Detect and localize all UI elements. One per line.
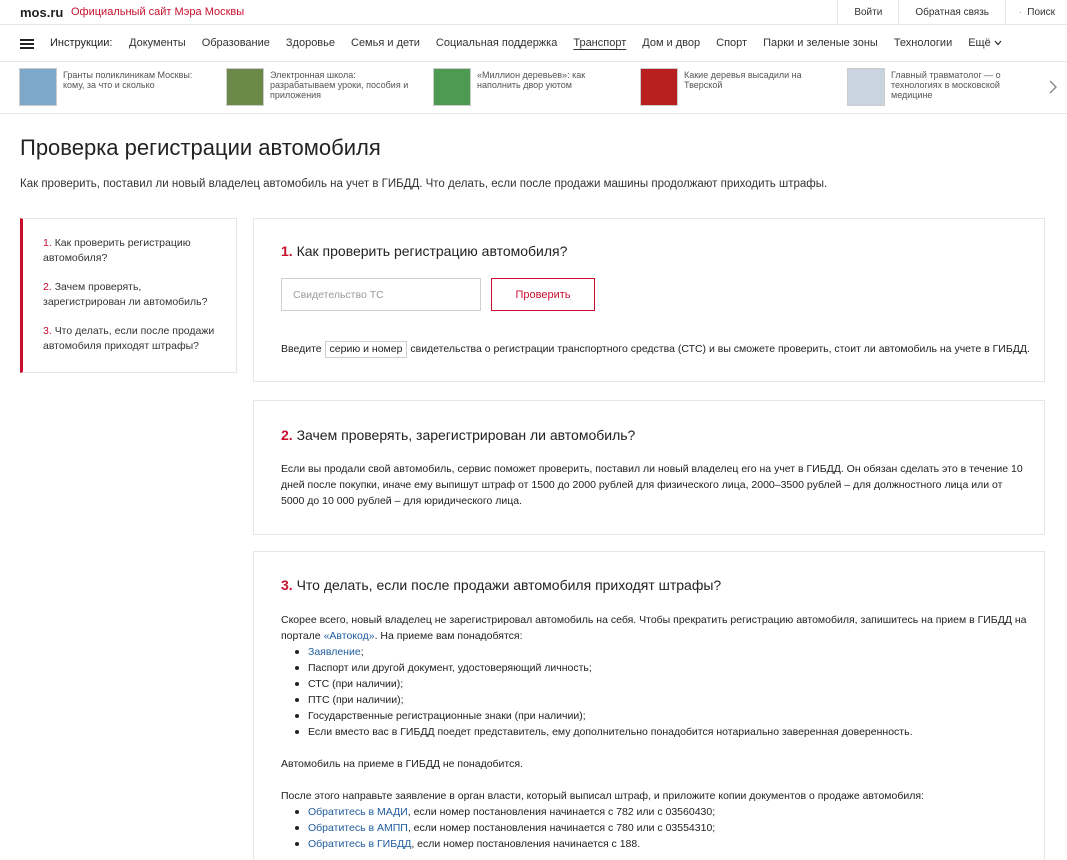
- list-item: Обратитесь в МАДИ, если номер постановления начинается с 782 или с 03560430;: [281, 804, 1033, 820]
- news-strip: [0, 62, 1067, 114]
- documents-list: [281, 644, 1033, 740]
- section-1-title: 1. Как проверить регистрацию автомобиля?: [281, 243, 568, 259]
- main-nav: [0, 26, 1067, 62]
- list-item: Обратитесь в АМПП, если номер постановления начинается с 780 или с 03554310;: [281, 820, 1033, 836]
- nav-item[interactable]: Образование: [201, 37, 270, 49]
- news-thumbnail: [19, 68, 57, 106]
- page-title: Проверка регистрации автомобиля: [20, 135, 381, 160]
- table-of-contents: [20, 218, 237, 373]
- autokod-link[interactable]: «Автокод»: [323, 630, 375, 642]
- series-number-tooltip[interactable]: серию и номер: [325, 341, 408, 358]
- news-item[interactable]: [226, 68, 420, 106]
- list-item: Обратитесь в ГИБДД, если номер постановления начинается с 188.: [281, 836, 1033, 852]
- list-item: Паспорт или другой документ, удостоверяющий личность;: [281, 660, 1033, 676]
- page-lead: Как проверить, поставил ли новый владелец автомобиль на учет в ГИБДД. Что делать, если после продажи машины продолжают приходить штрафы.: [20, 178, 828, 190]
- check-button[interactable]: Проверить: [491, 278, 595, 311]
- news-thumbnail: [847, 68, 885, 106]
- section-3-title: 3. Что делать, если после продажи автомобиля приходят штрафы?: [281, 577, 722, 593]
- nav-item[interactable]: Социальная поддержка: [435, 37, 558, 49]
- section-check-registration: [253, 218, 1045, 382]
- section-3-body: [281, 612, 1033, 852]
- toc-item[interactable]: 1. Как проверить регистрацию автомобиля?: [43, 237, 191, 264]
- search-label: Поиск: [1027, 7, 1055, 18]
- nav-item[interactable]: Спорт: [716, 37, 748, 49]
- nav-more-button[interactable]: [968, 37, 1002, 49]
- list-item: СТС (при наличии);: [281, 676, 1033, 692]
- news-thumbnail: [640, 68, 678, 106]
- no-car-needed: Автомобиль на приеме в ГИБДД не понадобится.: [281, 758, 523, 770]
- news-item[interactable]: [19, 68, 213, 106]
- search-button[interactable]: [1005, 0, 1067, 25]
- news-item[interactable]: [433, 68, 627, 106]
- nav-items: [129, 37, 1018, 49]
- news-thumbnail: [226, 68, 264, 106]
- site-logo[interactable]: mos.ru: [20, 5, 64, 20]
- section-1-hint: Введите серию и номер свидетельства о регистрации транспортного средства (СТС) и вы сможете проверить, стоит ли автомобиль на учете в ГИБДД.: [281, 341, 1030, 358]
- authorities-list: [281, 804, 1033, 852]
- news-title: Электронная школа: разрабатываем уроки, пособия и приложения: [270, 70, 409, 100]
- official-site-link[interactable]: Официальный сайт Мэра Москвы: [71, 6, 245, 18]
- send-application: После этого направьте заявление в орган власти, который выписал штраф, и приложите копии документов о продаже автомобиля:: [281, 790, 924, 802]
- list-item: ПТС (при наличии);: [281, 692, 1033, 708]
- section-2-title: 2. Зачем проверять, зарегистрирован ли автомобиль?: [281, 427, 636, 443]
- list-item: Если вместо вас в ГИБДД поедет представитель, ему дополнительно понадобится нотариально заверенная доверенность.: [281, 724, 1033, 740]
- news-title: «Миллион деревьев»: как наполнить двор уютом: [477, 70, 586, 90]
- section-3-paragraph: Скорее всего, новый владелец не зарегистрировал автомобиль на себя. Чтобы прекратить регистрацию автомобиля, запишитесь на прием в ГИБДД на портале «Автокод». На приеме вам понадобятся:: [281, 614, 1027, 642]
- toc-item[interactable]: 2. Зачем проверять, зарегистрирован ли автомобиль?: [43, 281, 208, 308]
- feedback-link[interactable]: Обратная связь: [898, 0, 1005, 25]
- list-item: Государственные регистрационные знаки (при наличии);: [281, 708, 1033, 724]
- menu-icon[interactable]: [20, 39, 34, 49]
- authority-link[interactable]: Обратитесь в ГИБДД: [308, 838, 412, 850]
- nav-item[interactable]: Технологии: [893, 37, 953, 49]
- nav-item[interactable]: Транспорт: [573, 37, 627, 49]
- authority-link[interactable]: Обратитесь в МАДИ: [308, 806, 408, 818]
- nav-more-label: Ещё: [968, 37, 991, 49]
- section-fines: [253, 551, 1045, 860]
- nav-item[interactable]: Документы: [129, 37, 186, 49]
- news-item[interactable]: [640, 68, 834, 106]
- chevron-right-icon[interactable]: [1049, 80, 1057, 94]
- news-title: Гранты поликлиникам Москвы: кому, за что и сколько: [63, 70, 193, 90]
- nav-item[interactable]: Парки и зеленые зоны: [763, 37, 878, 49]
- section-why-check: [253, 400, 1045, 535]
- news-title: Главный травматолог — о технологиях в московской медицине: [891, 70, 1001, 100]
- news-title: Какие деревья высадили на Тверской: [684, 70, 802, 90]
- news-thumbnail: [433, 68, 471, 106]
- authority-link[interactable]: Обратитесь в АМПП: [308, 822, 408, 834]
- news-item[interactable]: [847, 68, 1041, 106]
- search-icon: [1020, 8, 1021, 17]
- nav-item[interactable]: Семья и дети: [351, 37, 420, 49]
- nav-item[interactable]: Дом и двор: [642, 37, 701, 49]
- top-right-links: [837, 0, 1067, 25]
- application-link[interactable]: Заявление: [308, 646, 361, 658]
- chevron-down-icon: [994, 40, 1002, 46]
- sts-input[interactable]: [281, 278, 481, 311]
- list-item: Заявление;: [281, 644, 1033, 660]
- login-link[interactable]: Войти: [837, 0, 898, 25]
- top-bar: [0, 0, 1067, 25]
- nav-title: Инструкции:: [50, 37, 113, 49]
- toc-item[interactable]: 3. Что делать, если после продажи автомобиля приходят штрафы?: [43, 325, 215, 352]
- section-2-text: Если вы продали свой автомобиль, сервис поможет проверить, поставил ли новый владелец его на учет в ГИБДД. Он обязан сделать это в течение 10 дней после покупки, иначе ему выпишут штраф от 1500 до 2000 рублей для физического лица, 2000–3500 рублей – для должностного лица или от 5000 до 10 000 рублей – для юридического лица.: [281, 463, 1023, 507]
- nav-item[interactable]: Здоровье: [285, 37, 335, 49]
